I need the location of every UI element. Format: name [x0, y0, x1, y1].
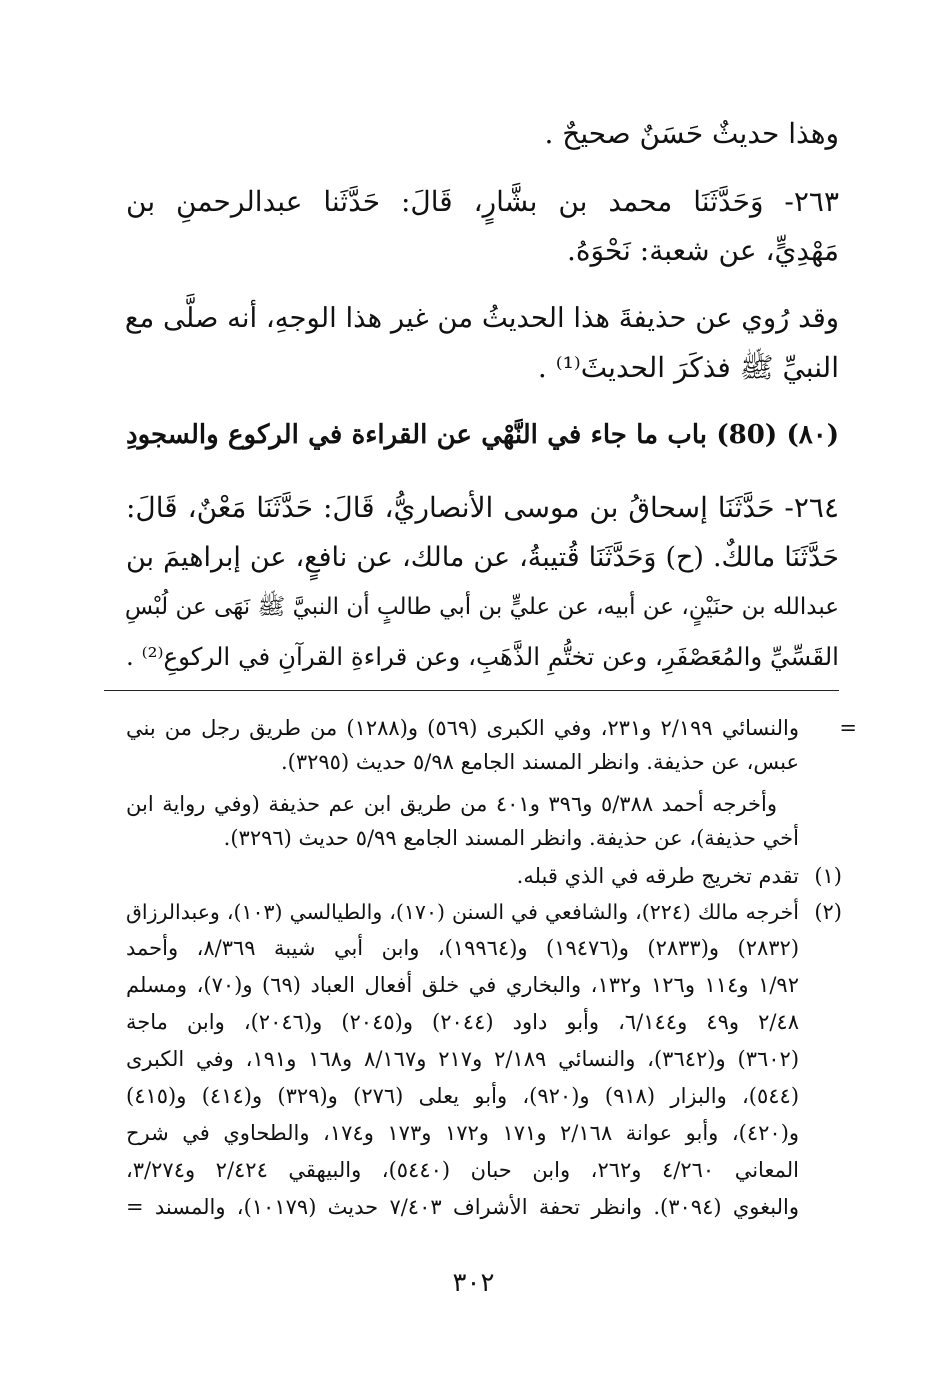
footnote-2-marker: (٢) — [814, 900, 842, 924]
footnote-2-line: (٣٦٠٢) و(٣٦٤٢)، والنسائي ٢/١٨٩ و٢١٧ و٨/١٦٧ و١٦٨ و١٩١، وفي الكبرى — [126, 1047, 800, 1071]
page-number: ٣٠٢ — [452, 1268, 495, 1298]
continuation-marker: = — [839, 716, 857, 740]
footnote-continued-line: والنسائي ٢/١٩٩ و٢٣١، وفي الكبرى (٥٦٩) و(١٢٨٨) من طريق رجل من بني — [126, 716, 800, 740]
hadith-264-line-2: حَدَّثَنَا مالكٌ. (ح) وَحَدَّثَنَا قُتيبةُ، عن مالك، عن نافعٍ، عن إبراهيمَ بن — [126, 542, 839, 573]
footnote-2-line: (٢٨٣٢) و(٢٨٣٣) و(١٩٤٧٦) و(١٩٩٦٤)، وابن أبي شيبة ٨/٣٦٩، وأحمد — [126, 936, 800, 960]
text-line: وقد رُوي عن حذيفةَ هذا الحديثُ من غير هذا الوجهِ، أنه صلَّى مع — [124, 302, 839, 334]
hadith-264-line-4: القَسِّيِّ والمُعَصْفَرِ، وعن تختُّمِ الذَّهَبِ، وعن قراءةِ القرآنِ في الركوعِ⁽²⁾ . — [126, 642, 839, 671]
footnote-2-line: و(٤٢٠)، وأبو عوانة ٢/١٦٨ و١٧١ و١٧٢ و١٧٣ و١٧٤، والطحاوي في شرح — [126, 1121, 800, 1145]
footnote-2-line: والبغوي (٣٠٩٤). وانظر تحفة الأشراف ٧/٤٠٣ حديث (١٠١٧٩)، والمسند = — [126, 1195, 799, 1219]
footnote-2-line: المعاني ٤/٢٦٠ و٢٦٢، وابن حبان (٥٤٤٠)، والبيهقي ٢/٤٢٤ و٣/٢٧٤، — [126, 1158, 799, 1182]
footnote-2-line: ١/٩٢ و١١٤ و١٢٦ و١٣٢، والبخاري في خلق أفعال العباد (٦٩) و(٧٠)، ومسلم — [126, 973, 799, 997]
footnote-2-line: أخرجه مالك (٢٢٤)، والشافعي في السنن (١٧٠)، والطيالسي (١٠٣)، وعبدالرزاق — [126, 900, 799, 924]
footnote-2-line: (٥٤٤)، والبزار (٩١٨) و(٩٢٠)، وأبو يعلى (٢٧٦) و(٣٢٩) و(٤١٤) و(٤١٥) — [126, 1084, 800, 1108]
text-line: وهذا حديثٌ حَسَنٌ صحيحٌ . — [544, 117, 839, 150]
hadith-263-line-2: مَهْدِيٍّ، عن شعبة: نَحْوَهُ. — [566, 234, 839, 267]
footnote-continued-line: وأخرجه أحمد ٥/٣٨٨ و٣٩٦ و٤٠١ من طريق ابن عم حذيفة (وفي رواية ابن — [126, 792, 777, 816]
footnote-continued-line: أخي حذيفة)، عن حذيفة. وانظر المسند الجامع ٥/٩٩ حديث (٣٢٩٦). — [223, 826, 799, 850]
footnote-1-text: تقدم تخريج طرقه في الذي قبله. — [516, 864, 799, 888]
footnote-1-marker: (١) — [814, 864, 842, 888]
footnote-separator — [104, 690, 839, 691]
hadith-263-line-1: ٢٦٣- وَحَدَّثَنَا محمد بن بشَّارٍ، قَالَ: حَدَّثَنا عبدالرحمنِ بن — [126, 185, 839, 218]
text-line: النبيِّ ﷺ فذكَرَ الحديثَ⁽¹⁾ . — [537, 351, 839, 384]
chapter-heading: (٨٠) (80) باب ما جاء في النَّهْي عن القراءة في الركوع والسجودِ — [126, 420, 839, 450]
footnote-2-line: ٢/٤٨ و٤٩ و٦/١٤٤، وأبو داود (٢٠٤٤) و(٢٠٤٥) و(٢٠٤٦)، وابن ماجة — [126, 1010, 799, 1034]
hadith-264-line-3: عبدالله بن حنَيْنٍ، عن أبيه، عن عليٍّ بن أبي طالبٍ أن النبيَّ ﷺ نَهَى عن لُبْسِ — [124, 594, 839, 620]
footnote-continued-line: عبس، عن حذيفة. وانظر المسند الجامع ٥/٩٨ حديث (٣٢٩٥). — [280, 750, 799, 774]
hadith-264-line-1: ٢٦٤- حَدَّثَنَا إسحاقُ بن موسى الأنصاريُّ، قَالَ: حَدَّثَنَا مَعْنٌ، قَالَ: — [126, 491, 839, 524]
